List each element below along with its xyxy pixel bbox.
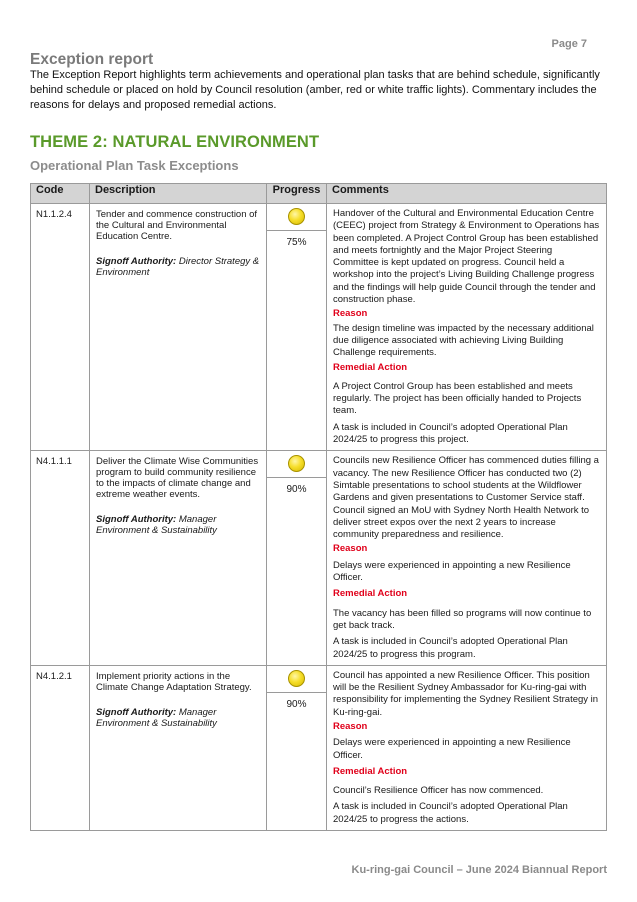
page-number: Page 7 (551, 38, 587, 50)
report-footer: Ku-ring-gai Council – June 2024 Biannual Report (351, 864, 607, 876)
remedial-text: The vacancy has been filled so programs will now continue to get back track. (333, 607, 592, 631)
comments-cell (327, 204, 607, 451)
table-subtitle: Operational Plan Task Exceptions (30, 158, 239, 173)
remedial-text: A Project Control Group has been established and meets regularly. The project has been officially handed to Projects team. (333, 380, 582, 417)
task-note: A task is included in Council’s adopted Operational Plan 2024/25 to progress this program. (333, 636, 568, 660)
task-note: A task is included in Council’s adopted Operational Plan 2024/25 to progress the actions. (333, 801, 568, 825)
signoff-label: Signoff Authority: (96, 256, 177, 267)
signoff-name: Manager Environment & Sustainability (96, 706, 217, 729)
signoff-label: Signoff Authority: (96, 706, 177, 718)
reason-label: Reason (333, 308, 368, 320)
reason-text: Delays were experienced in appointing a new Resilience Officer. (333, 559, 571, 584)
task-code: N4.1.2.1 (31, 665, 90, 830)
section-intro: The Exception Report highlights term achievements and operational plan tasks that are behind schedule, significantly behind schedule or placed on hold by Council resolution (amber, red or white traffic lights). Commentary includes the reasons for delays and proposed remedial actions. (30, 69, 600, 111)
remedial-text: Council’s Resilience Officer has now commenced. (333, 785, 544, 797)
amber-traffic-light-icon (288, 208, 305, 225)
signoff-name: Manager Environment & Sustainability (96, 514, 217, 537)
comment-text: Council has appointed a new Resilience Officer. This position will be the Resilient Sydney Ambassador for Ku-ring-gai with responsibility for implementing the Sydney Resilient Strategy in Ku-ring-gai. (333, 669, 599, 718)
task-note: A task is included in Council’s adopted Operational Plan 2024/25 to progress this project. (333, 421, 568, 446)
remedial-label: Remedial Action (333, 765, 408, 777)
table-row (31, 665, 607, 830)
amber-traffic-light-icon (288, 670, 305, 687)
comments-cell (327, 451, 607, 665)
signoff-authority (96, 707, 260, 729)
signoff-name: Director Strategy & Environment (96, 256, 260, 278)
header-comments: Comments (327, 184, 607, 204)
comment-text: Councils new Resilience Officer has commenced duties filling a vacancy. The new Resilience Officer has conducted two (2) Simtable presentations to school students at the Wildflower Gardens and given presentations to Customer Service staff. Council signed an MoU with Sydney North Health Network to deliver street expos over the next 2 years to increase community preparedness and resilience. (333, 455, 599, 541)
remedial-label: Remedial Action (333, 361, 408, 373)
progress-cell (267, 665, 327, 830)
signoff-authority (96, 256, 260, 278)
signoff-authority (96, 514, 260, 536)
task-code: N4.1.1.1 (31, 451, 90, 665)
table-header-row (31, 184, 607, 204)
table-row (31, 451, 607, 665)
reason-text: Delays were experienced in appointing a new Resilience Officer. (333, 737, 571, 761)
header-description: Description (90, 184, 267, 204)
reason-label: Reason (333, 720, 368, 732)
remedial-label: Remedial Action (333, 588, 408, 600)
progress-percent: 90% (286, 698, 307, 710)
reason-text: The design timeline was impacted by the necessary additional due diligence associated with achieving Living Building Challenge requirements. (333, 322, 594, 359)
table-row (31, 204, 607, 451)
task-description: Deliver the Climate Wise Communities program to build community resilience to the impacts of climate change and extreme weather events. (96, 456, 259, 501)
theme-name: NATURAL ENVIRONMENT (112, 133, 320, 151)
amber-traffic-light-icon (288, 455, 305, 472)
comments-cell (327, 665, 607, 830)
task-description-cell (90, 665, 267, 830)
progress-cell (267, 204, 327, 451)
signoff-label: Signoff Authority: (96, 514, 177, 526)
task-description: Tender and commence construction of the Cultural and Environmental Education Centre. (96, 209, 258, 242)
task-description-cell (90, 451, 267, 665)
progress-cell (267, 451, 327, 665)
progress-percent: 75% (286, 237, 307, 248)
exceptions-table (30, 183, 607, 831)
header-code: Code (31, 184, 90, 204)
reason-label: Reason (333, 543, 368, 555)
task-code: N1.1.2.4 (31, 204, 90, 451)
comment-text: Handover of the Cultural and Environmental Education Centre (CEEC) project from Strategy & Environment to Operations has been completed. A Project Control Group has been established and meets fortnightly and the Major Project Steering Committee is kept updated on progress. Council held a workshop into the project’s Living Building Challenge progress and the findings will help guide Council through the tender and construction phase. (333, 208, 600, 306)
section-title: Exception report (30, 51, 154, 68)
progress-percent: 90% (286, 484, 307, 496)
theme-heading (30, 133, 319, 152)
header-progress: Progress (267, 184, 327, 204)
task-description: Implement priority actions in the Climate Change Adaptation Strategy. (96, 670, 252, 693)
theme-prefix: THEME 2: (30, 133, 113, 151)
task-description-cell (90, 204, 267, 451)
